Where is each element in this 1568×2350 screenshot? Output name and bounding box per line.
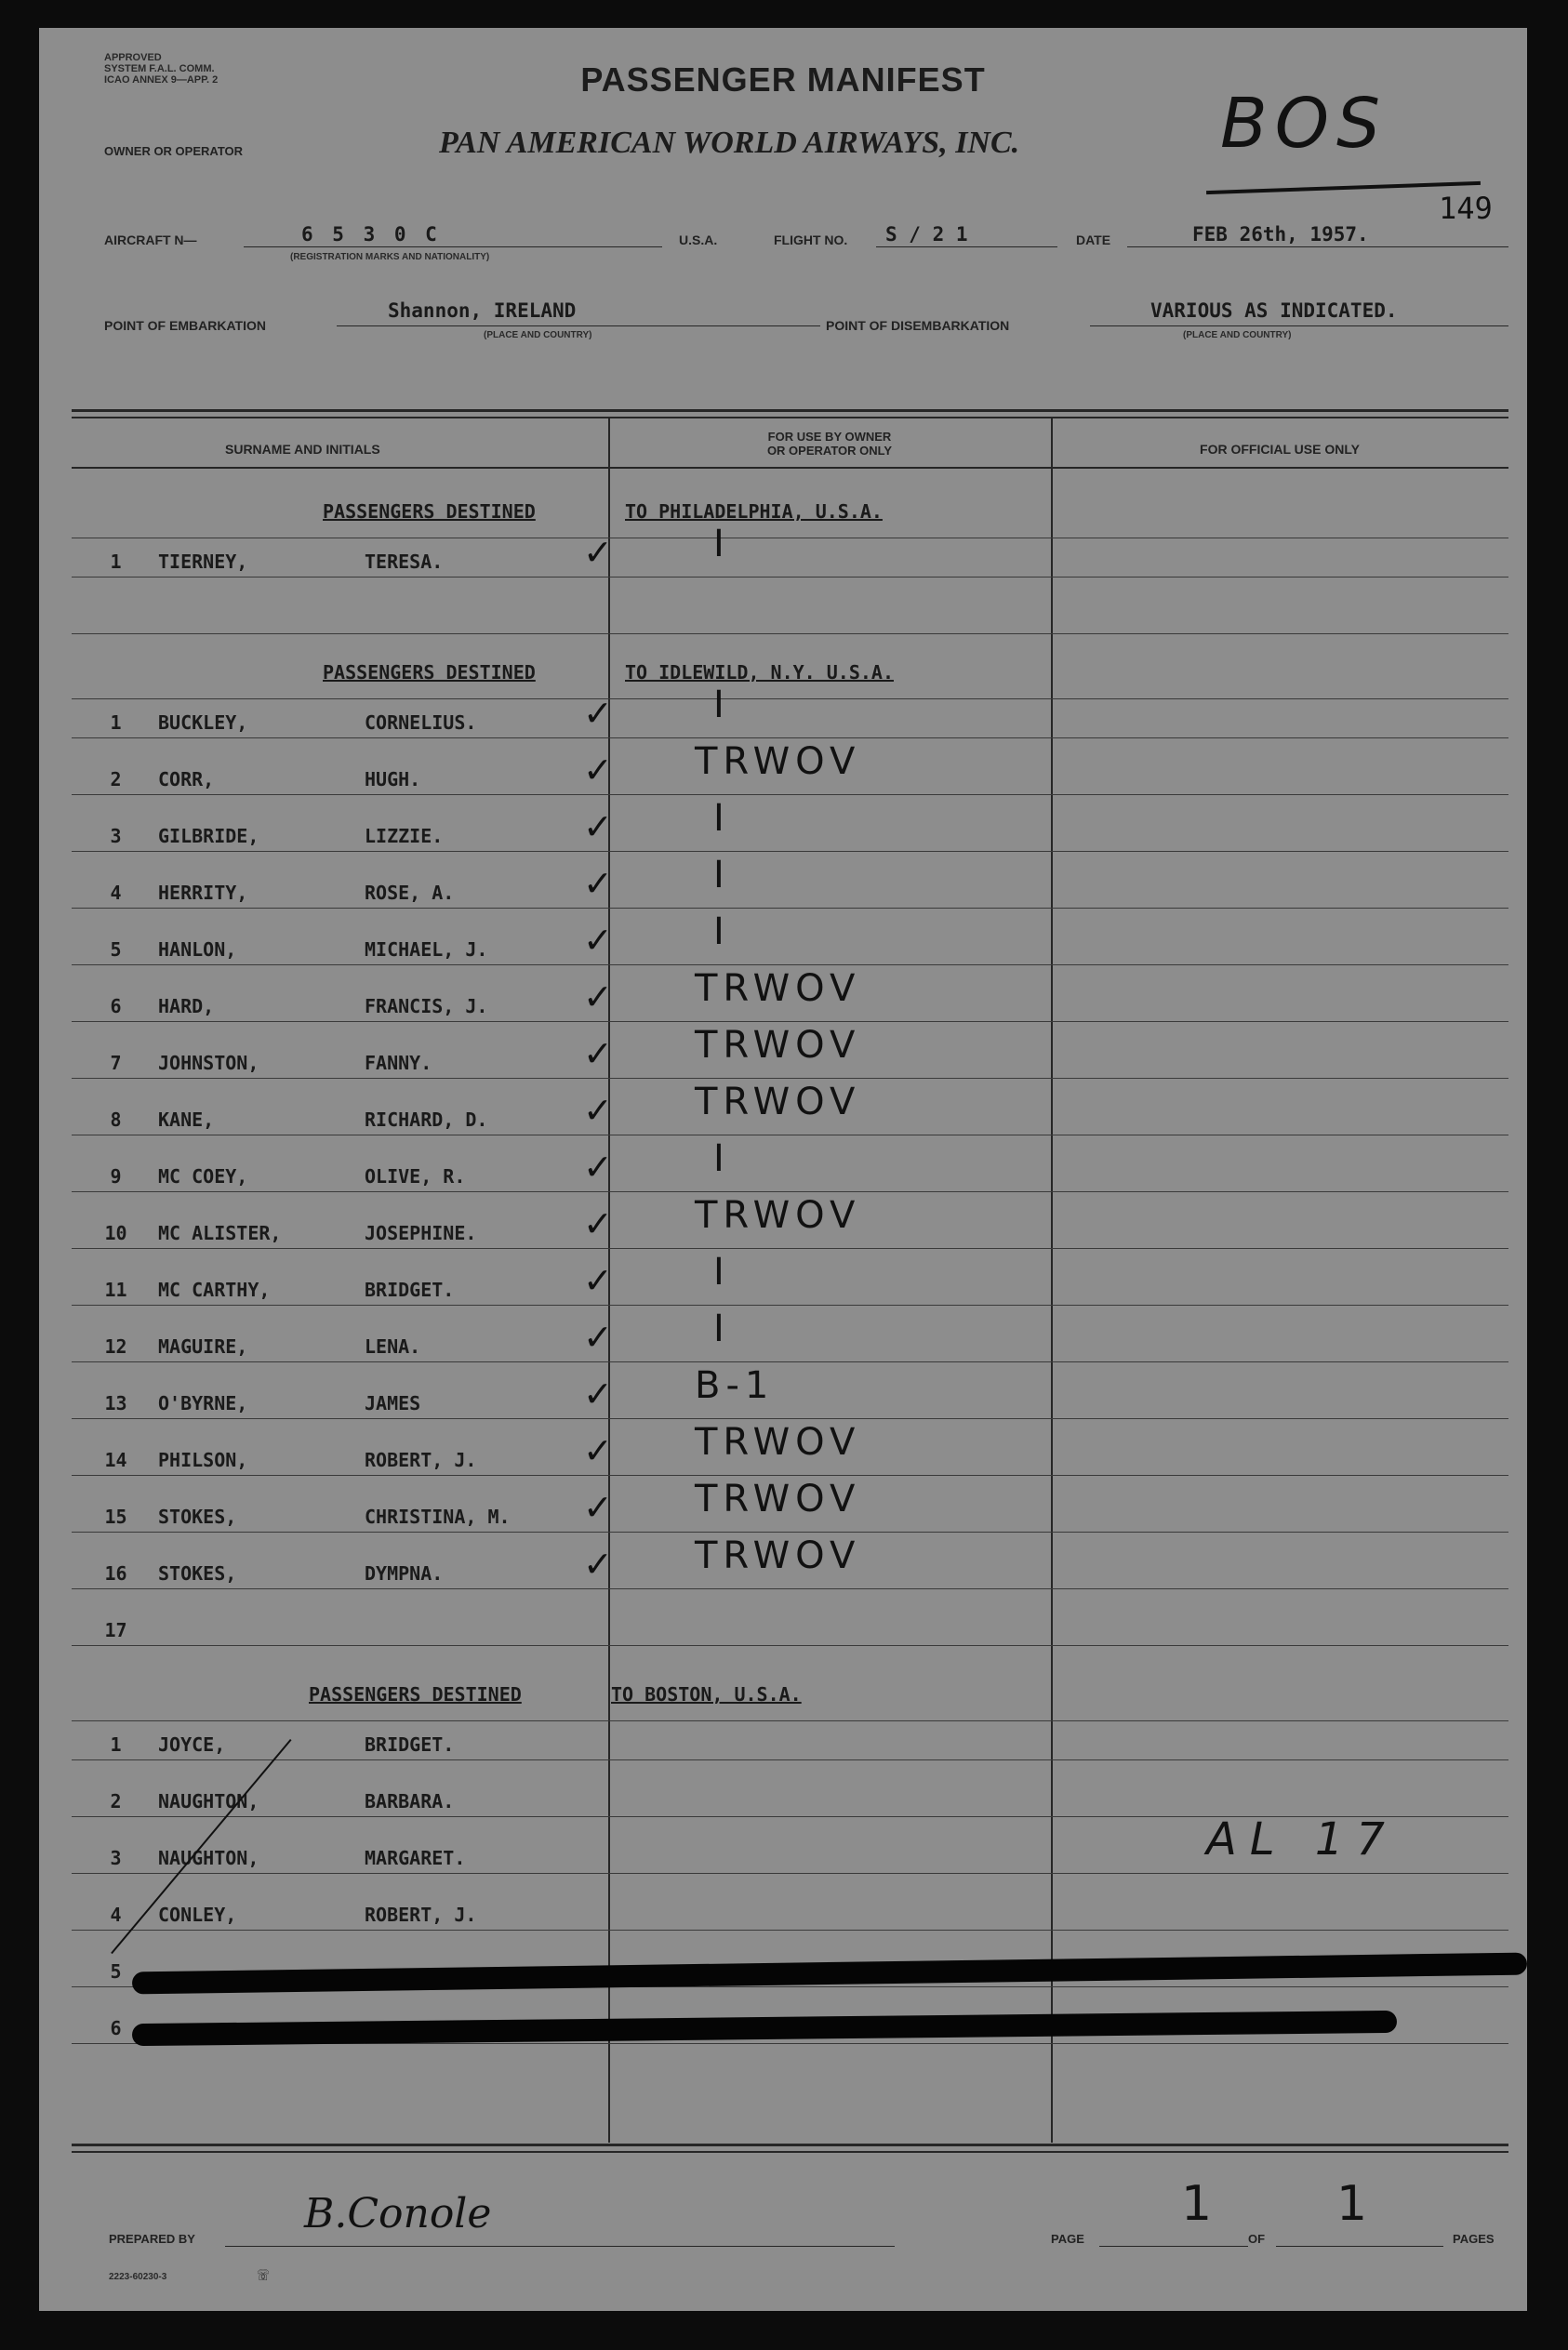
passenger-surname: PHILSON, xyxy=(158,1449,248,1471)
entry-code: TRWOV xyxy=(695,1194,861,1237)
aircraft-label: AIRCRAFT N— xyxy=(104,232,197,247)
row-rule xyxy=(72,908,1508,909)
passenger-surname: JOYCE, xyxy=(158,1733,226,1756)
entry-code: TRWOV xyxy=(695,1478,861,1520)
entry-code: I xyxy=(713,1251,730,1294)
passenger-surname: MAGUIRE, xyxy=(158,1335,248,1358)
passenger-number: 4 xyxy=(110,1904,122,1926)
check-mark: ✓ xyxy=(583,1260,613,1301)
passenger-surname: NAUGHTON, xyxy=(158,1847,259,1869)
passenger-surname: HANLON, xyxy=(158,938,237,961)
row-rule xyxy=(72,1930,1508,1931)
disembark-rule xyxy=(1090,325,1508,326)
entry-code: I xyxy=(713,684,730,726)
passenger-number: 2 xyxy=(110,1790,122,1812)
passenger-number: 16 xyxy=(104,1562,127,1585)
aircraft-caption: (REGISTRATION MARKS AND NATIONALITY) xyxy=(290,252,490,262)
manifest-page xyxy=(39,28,1527,2311)
passenger-given-name: JAMES xyxy=(365,1392,421,1414)
entry-code: I xyxy=(713,797,730,840)
row-rule xyxy=(72,794,1508,795)
row-rule xyxy=(72,1759,1508,1760)
passenger-given-name: JOSEPHINE. xyxy=(365,1222,477,1244)
check-mark: ✓ xyxy=(583,1090,613,1131)
approval-line: SYSTEM F.A.L. COMM. xyxy=(104,63,215,74)
passenger-surname: NAUGHTON, xyxy=(158,1790,259,1812)
row-rule xyxy=(72,851,1508,852)
flight-rule xyxy=(876,246,1057,247)
check-mark: ✓ xyxy=(583,1544,613,1585)
passenger-number: 17 xyxy=(104,1619,127,1641)
table-top-rule-inner xyxy=(72,417,1508,418)
passenger-given-name: ROBERT, J. xyxy=(365,1449,477,1471)
passenger-given-name: BRIDGET. xyxy=(365,1279,455,1301)
entry-code: TRWOV xyxy=(695,1421,861,1464)
date-label: DATE xyxy=(1076,232,1111,247)
passenger-surname: KANE, xyxy=(158,1109,215,1131)
passenger-number: 13 xyxy=(104,1392,127,1414)
flight-date: FEB 26th, 1957. xyxy=(1192,223,1369,246)
sheet-number: 149 xyxy=(1439,191,1493,226)
row-rule xyxy=(72,633,1508,634)
check-mark: ✓ xyxy=(583,1203,613,1244)
prepared-rule xyxy=(225,2246,895,2247)
usa-label: U.S.A. xyxy=(679,232,718,247)
passenger-given-name: ROBERT, J. xyxy=(365,1904,477,1926)
header-rule xyxy=(72,467,1508,469)
passenger-given-name: RICHARD, D. xyxy=(365,1109,488,1131)
check-mark: ✓ xyxy=(583,1147,613,1188)
passenger-given-name: ROSE, A. xyxy=(365,882,455,904)
embark-label: POINT OF EMBARKATION xyxy=(104,318,266,333)
passenger-number: 4 xyxy=(110,882,122,904)
approval-line: ICAO ANNEX 9—APP. 2 xyxy=(104,74,219,86)
passenger-surname: STOKES, xyxy=(158,1562,237,1585)
passenger-surname: STOKES, xyxy=(158,1506,237,1528)
column-header-owner-line: OR OPERATOR ONLY xyxy=(766,444,893,458)
passenger-number: 5 xyxy=(110,938,122,961)
redaction-mark xyxy=(132,1953,1527,1995)
passenger-number: 1 xyxy=(110,711,122,734)
row-rule xyxy=(72,1305,1508,1306)
entry-code: I xyxy=(713,910,730,953)
row-rule xyxy=(72,1475,1508,1476)
passenger-number: 8 xyxy=(110,1109,122,1131)
passenger-surname: MC CARTHY, xyxy=(158,1279,271,1301)
embark-caption: (PLACE AND COUNTRY) xyxy=(484,330,592,340)
passenger-given-name: OLIVE, R. xyxy=(365,1165,466,1188)
printer-mark-icon: ☏ xyxy=(258,2263,270,2285)
pages-label: PAGES xyxy=(1453,2232,1495,2246)
passenger-surname: BUCKLEY, xyxy=(158,711,248,734)
row-rule xyxy=(72,1078,1508,1079)
passenger-number: 10 xyxy=(104,1222,127,1244)
entry-code: I xyxy=(713,1308,730,1350)
passenger-given-name: DYMPNA. xyxy=(365,1562,444,1585)
flight-number: S / 2 1 xyxy=(885,223,968,246)
table-top-rule xyxy=(72,409,1508,412)
passenger-given-name: TERESA. xyxy=(365,551,444,573)
official-note: AL 17 xyxy=(1206,1813,1398,1865)
passenger-given-name: MICHAEL, J. xyxy=(365,938,488,961)
column-header-owner-line: FOR USE BY OWNER xyxy=(767,430,892,444)
entry-code: TRWOV xyxy=(695,1081,861,1123)
row-rule xyxy=(72,1021,1508,1022)
passenger-given-name: FANNY. xyxy=(365,1052,432,1074)
page-number: 1 xyxy=(1181,2176,1213,2232)
check-mark: ✓ xyxy=(583,1487,613,1528)
passenger-given-name: BARBARA. xyxy=(365,1790,455,1812)
check-mark: ✓ xyxy=(583,976,613,1017)
row-rule xyxy=(72,1588,1508,1589)
embark-place: Shannon, IRELAND xyxy=(388,299,577,322)
approval-line: APPROVED xyxy=(104,52,162,63)
entry-code: I xyxy=(713,523,730,565)
owner-label: OWNER OR OPERATOR xyxy=(104,144,244,158)
check-mark: ✓ xyxy=(583,1033,613,1074)
row-rule xyxy=(72,1361,1508,1362)
passenger-surname: HARD, xyxy=(158,995,215,1017)
page-label: PAGE xyxy=(1051,2232,1084,2246)
passenger-given-name: CORNELIUS. xyxy=(365,711,477,734)
entry-code: TRWOV xyxy=(695,1024,861,1067)
column-header-official: FOR OFFICIAL USE ONLY xyxy=(1200,442,1360,457)
passenger-surname: CONLEY, xyxy=(158,1904,237,1926)
column-header-names: SURNAME AND INITIALS xyxy=(225,442,380,457)
date-rule xyxy=(1127,246,1508,247)
entry-code: I xyxy=(713,1137,730,1180)
passenger-surname: JOHNSTON, xyxy=(158,1052,259,1074)
check-mark: ✓ xyxy=(583,1374,613,1414)
table-bottom-rule-inner xyxy=(72,2151,1508,2153)
section-destination: TO PHILADELPHIA, U.S.A. xyxy=(625,500,883,523)
passenger-number: 11 xyxy=(104,1279,127,1301)
passenger-number: 6 xyxy=(110,995,122,1017)
check-mark: ✓ xyxy=(583,863,613,904)
passenger-number: 1 xyxy=(110,551,122,573)
flight-label: FLIGHT NO. xyxy=(774,232,848,247)
passenger-surname: O'BYRNE, xyxy=(158,1392,248,1414)
form-title: PASSENGER MANIFEST xyxy=(580,60,986,99)
row-rule xyxy=(72,1873,1508,1874)
section-title: PASSENGERS DESTINED xyxy=(309,1683,522,1706)
check-mark: ✓ xyxy=(583,920,613,961)
form-code: 2223-60230-3 xyxy=(109,2272,167,2282)
passenger-surname: CORR, xyxy=(158,768,215,790)
column-divider-2 xyxy=(1051,417,1053,2143)
disembark-caption: (PLACE AND COUNTRY) xyxy=(1183,330,1292,340)
prepared-label: PREPARED BY xyxy=(109,2232,195,2246)
row-rule xyxy=(72,577,1508,578)
passenger-given-name: BRIDGET. xyxy=(365,1733,455,1756)
passenger-number: 14 xyxy=(104,1449,127,1471)
section-destination: TO BOSTON, U.S.A. xyxy=(611,1683,802,1706)
check-mark: ✓ xyxy=(583,1317,613,1358)
passenger-number: 9 xyxy=(110,1165,122,1188)
of-rule xyxy=(1276,2246,1443,2247)
passenger-surname: TIERNEY, xyxy=(158,551,248,573)
passenger-number: 2 xyxy=(110,768,122,790)
passenger-given-name: HUGH. xyxy=(365,768,421,790)
passenger-number: 5 xyxy=(110,1960,122,1983)
check-mark: ✓ xyxy=(583,1430,613,1471)
passenger-number: 12 xyxy=(104,1335,127,1358)
check-mark: ✓ xyxy=(583,806,613,847)
passenger-given-name: CHRISTINA, M. xyxy=(365,1506,511,1528)
row-rule xyxy=(72,1248,1508,1249)
passenger-given-name: LIZZIE. xyxy=(365,825,444,847)
section-title: PASSENGERS DESTINED xyxy=(323,661,536,684)
check-mark: ✓ xyxy=(583,750,613,790)
passenger-number: 1 xyxy=(110,1733,122,1756)
aircraft-rule xyxy=(244,246,662,247)
entry-code: TRWOV xyxy=(695,1534,861,1577)
row-rule xyxy=(72,737,1508,738)
row-rule xyxy=(72,1191,1508,1192)
row-rule xyxy=(72,1532,1508,1533)
page-rule xyxy=(1099,2246,1248,2247)
aircraft-number: 6 5 3 0 C xyxy=(301,223,441,246)
section-rule xyxy=(72,1720,1508,1721)
page-total: 1 xyxy=(1336,2176,1368,2232)
passenger-surname: GILBRIDE, xyxy=(158,825,259,847)
row-rule xyxy=(72,1418,1508,1419)
disembark-label: POINT OF DISEMBARKATION xyxy=(826,318,1010,333)
passenger-surname: MC COEY, xyxy=(158,1165,248,1188)
entry-code: I xyxy=(713,854,730,896)
disembark-place: VARIOUS AS INDICATED. xyxy=(1150,299,1398,322)
entry-code: TRWOV xyxy=(695,967,861,1010)
signature: B.Conole xyxy=(304,2190,492,2237)
passenger-number: 6 xyxy=(110,2017,122,2039)
embark-rule xyxy=(337,325,820,326)
passenger-number: 15 xyxy=(104,1506,127,1528)
check-mark: ✓ xyxy=(583,532,613,573)
airline-name: PAN AMERICAN WORLD AIRWAYS, INC. xyxy=(439,126,1020,160)
passenger-number: 3 xyxy=(110,825,122,847)
passenger-given-name: LENA. xyxy=(365,1335,421,1358)
section-destination: TO IDLEWILD, N.Y. U.S.A. xyxy=(625,661,894,684)
column-header-owner xyxy=(608,430,1051,458)
row-rule xyxy=(72,1645,1508,1646)
entry-code: TRWOV xyxy=(695,740,861,783)
passenger-surname: MC ALISTER, xyxy=(158,1222,282,1244)
passenger-surname: HERRITY, xyxy=(158,882,248,904)
passenger-number: 3 xyxy=(110,1847,122,1869)
redaction-mark xyxy=(132,2011,1397,2046)
section-rule xyxy=(72,698,1508,699)
passenger-given-name: FRANCIS, J. xyxy=(365,995,488,1017)
check-mark: ✓ xyxy=(583,693,613,734)
passenger-given-name: MARGARET. xyxy=(365,1847,466,1869)
of-label: OF xyxy=(1248,2232,1266,2246)
table-bottom-rule xyxy=(72,2144,1508,2146)
entry-code: B-1 xyxy=(695,1364,775,1407)
station-handwritten: BOS xyxy=(1220,84,1388,164)
section-title: PASSENGERS DESTINED xyxy=(323,500,536,523)
row-rule xyxy=(72,964,1508,965)
passenger-number: 7 xyxy=(110,1052,122,1074)
